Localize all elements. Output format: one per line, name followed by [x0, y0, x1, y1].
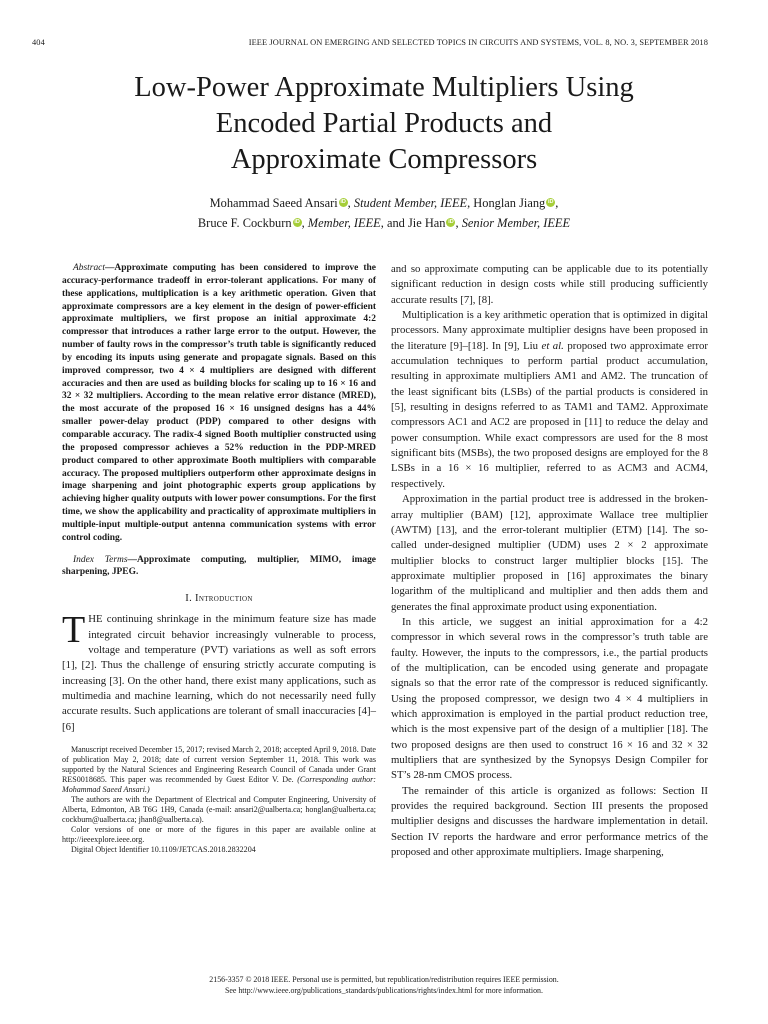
journal-name: IEEE JOURNAL ON EMERGING AND SELECTED TOPICS IN CIRCUITS AND SYSTEMS, VOL. 8, NO. 3, SEPTEMBER 2018: [248, 38, 708, 47]
footnote-affiliation: The authors are with the Department of Electrical and Computer Engineering, University of Alberta, Edmonton, AB T6G 1H9, Canada (e-mail: ansari2@ualberta.ca; honglan@ualberta.ca; cockburn@ualberta.ca; jhan8@ualberta.ca).: [62, 795, 376, 825]
author-name: Bruce F. Cockburn: [197, 216, 292, 230]
index-terms-label: Index Terms: [73, 554, 128, 565]
right-column: [391, 262, 708, 860]
paper-title: [60, 70, 708, 178]
abstract-label: Abstract: [73, 263, 105, 273]
title-line-2: Encoded Partial Products and: [215, 108, 553, 139]
author-line-1: Mohammad Saeed Ansari iD , Student Member, IEEE, Honglan Jiang iD ,: [209, 196, 559, 210]
intro-paragraph-3: Approximation in the partial product tree is addressed in the broken-array multiplier (BAM) [12], approximate Wallace tree multiplier (AWTM) [13], and the error-tolerant multiplier (ETM) [14]. The so-called under-designed multiplier (UDM) uses 2 × 2 approximate multiplier blocks to construct larger multiplier blocks [15]. The approximate multiplier proposed in [16] approximates the binary logarithm of the multiplicand and multiplier and then adds them and generates the final approximate product using exponentiation.: [391, 493, 708, 613]
orcid-icon[interactable]: iD: [294, 219, 300, 225]
intro-paragraph-5: The remainder of this article is organized as follows: Section II provides the required background. Section III presents the proposed multiplier designs and discusses the hardware implementation in detail. Section IV reports the hardware and error performance metrics of the proposed and other approximate multipliers. Image sharpening,: [391, 784, 708, 859]
index-terms-text: Approximate computing, multiplier, MIMO, image sharpening, JPEG.: [62, 554, 376, 578]
intro-paragraph-1-continued: and so approximate computing can be applicable due to its potentially significant reduction in design costs while still producing sufficiently accurate results [7], [8].: [391, 263, 708, 306]
copyright-notice: [60, 975, 708, 996]
page-number: 404: [32, 38, 45, 47]
intro-paragraph-2: Multiplication is a key arithmetic operation that is optimized in digital processors. Many approximate multiplier designs have been proposed in the literature [9]–[18]. In [9], Liu et al. proposed two approximate error accumulation techniques to perform partial product accumulation, resulting in approximate multipliers AM1 and AM2. The truncation of the least significant bits (LSBs) of the partial products is considered in [5], resulting in designs referred to as TAM1 and TAM2. Approximate compressors AC1 and AC2 are proposed in [11] to reduce the delay and power consumption. While exact compressors are used for the 8 most significant bits (MSBs), the two proposed designs are employed for the 8 LSBs in a 16 × 16 multiplier, referred to as ACM3 and ACM4, respectively.: [391, 309, 709, 490]
orcid-icon[interactable]: iD: [340, 199, 346, 205]
intro-paragraph-1: THE continuing shrinkage in the minimum feature size has made integrated circuit behavior increasingly vulnerable to process, voltage and temperature (PVT) variations as well as soft errors [1], [2]. Thus the challenge of ensuring strictly accurate computing is increasing [3]. On the other hand, there exist many applications, such as multimedia and machine learning, which do not necessarily need fully accurate results. Such applications are tolerant of small inaccuracies [4]–[6]: [62, 609, 376, 733]
left-column: [62, 262, 376, 856]
running-header: [32, 38, 708, 52]
author-role: Member, IEEE: [307, 216, 381, 230]
title-line-1: Low-Power Approximate Multipliers Using: [134, 72, 634, 103]
title-line-3: Approximate Compressors: [230, 144, 538, 175]
abstract: Abstract—Approximate computing has been considered to improve the accuracy-performance tradeoff in error-tolerant applications. For many of these applications, multiplication is a key arithmetic operation. Given that approximate compressors are a key element in the design of power-efficient approximate multipliers, we first propose an initial approximate 4:2 compressor that introduces a rather large error to the output. However, the number of faulty rows in the compressor’s truth table is significantly reduced by encoding its inputs using generate and propagate signals. Based on this improved compressor, two 4 × 4 multipliers are designed with different accuracies and then are used as building blocks for scaling up to 16 × 16 and 32 × 32 multipliers. According to the mean relative error distance (MRED), the most accurate of the proposed 16 × 16 unsigned designs has a 44% smaller power-delay product (PDP) compared to other designs with comparable accuracy. The radix-4 signed Booth multiplier constructed using the proposed compressor achieves a 52% reduction in the PDP-MRED product compared to other approximate Booth multipliers with comparable accuracy. The proposed multipliers outperform other approximate designs in image sharpening and joint photographic experts group applications by achieving higher quality outputs with lower power consumptions. For the first time, we show the applicability and practicality of approximate multipliers in multiple-input multiple-output antenna communication systems with error control coding.: [62, 263, 376, 543]
author-line-2: Bruce F. Cockburn iD , Member, IEEE, and Jie Han iD , Senior Member, IEEE: [197, 216, 571, 230]
author-role: Senior Member, IEEE: [461, 216, 571, 230]
section-heading: I. Introduction: [185, 593, 253, 605]
footnotes: [62, 745, 376, 856]
section-title: Introduction: [195, 593, 253, 605]
intro-paragraph-4: In this article, we suggest an initial approximation for a 4:2 compressor in which several rows in the compressor’s truth table are faulty. However, the inputs to the compressors, i.e., the partial products of the multiplication, can be encoded using generate and propagate signals so that the error rate of the compressor is reduced significantly. Using the proposed compressor, we design two 4 × 4 multipliers in which approximation is employed in the partial product reduction tree, which is the most expensive part of the design of a multiplier [18]. The two proposed designs are then used to construct 16 × 16 and 32 × 32 multipliers that are synthesized by the Synopsys Design Compiler for ST’s 28-nm CMOS process.: [391, 615, 708, 782]
rights-link-line: See http://www.ieee.org/publications_standards/publications/rights/index.html for more information.: [225, 985, 543, 995]
footnote-manuscript: Manuscript received December 15, 2017; revised March 2, 2018; accepted April 9, 2018. Date of publication May 2, 2018; date of current version September 11, 2018. This work was supported by the Natural Sciences and Engineering Research Council of Canada under Grant RES0018685. This paper was recommended by Guest Editor V. De. (Corresponding author: Mohammad Saeed Ansari.): [62, 745, 376, 795]
drop-cap: T: [62, 609, 86, 652]
abstract-text: Approximate computing has been considered to improve the accuracy-performance tradeoff in error-tolerant applications. For many of these applications, multiplication is a key arithmetic operation. Given that approximate compressors are a key element in the design of power-efficient approximate multipliers, we first propose an initial approximate 4:2 compressor that introduces a rather large error to the output. However, the number of faulty rows in the compressor’s truth table is significantly reduced by encoding its inputs using generate and propagate signals. Based on this improved compressor, two 4 × 4 multipliers are designed with different accuracies and then are used as building blocks for scaling up to 16 × 16 and 32 × 32 multipliers. According to the mean relative error distance (MRED), the most accurate of the proposed 16 × 16 unsigned designs has a 44% smaller power-delay product (PDP) compared to other designs with comparable accuracy. The radix-4 signed Booth multiplier constructed using the proposed compressor achieves a 52% reduction in the PDP-MRED product compared to other approximate Booth multipliers with comparable accuracy. The proposed multipliers outperform other approximate designs in image sharpening and joint photographic experts group applications by achieving higher quality outputs with lower power consumptions. For the first time, we show the applicability and practicality of approximate multipliers in multiple-input multiple-output antenna communication systems with error control coding.: [62, 263, 376, 543]
author-name: Jie Han: [407, 216, 446, 230]
orcid-icon[interactable]: iD: [448, 219, 454, 225]
author-name: Mohammad Saeed Ansari: [209, 196, 338, 210]
orcid-icon[interactable]: iD: [547, 199, 554, 205]
copyright-line: 2156-3357 © 2018 IEEE. Personal use is permitted, but republication/redistribution requires IEEE permission.: [209, 975, 559, 984]
author-list: [60, 193, 708, 233]
author-name: Honglan Jiang: [473, 196, 546, 210]
index-terms: Index Terms—Approximate computing, multiplier, MIMO, image sharpening, JPEG.: [62, 554, 376, 578]
footnote-doi: Digital Object Identifier 10.1109/JETCAS.2018.2832204: [71, 845, 256, 855]
author-role: Student Member, IEEE: [353, 196, 468, 210]
footnote-color: Color versions of one or more of the figures in this paper are available online at http://ieeexplore.ieee.org.: [62, 825, 376, 845]
